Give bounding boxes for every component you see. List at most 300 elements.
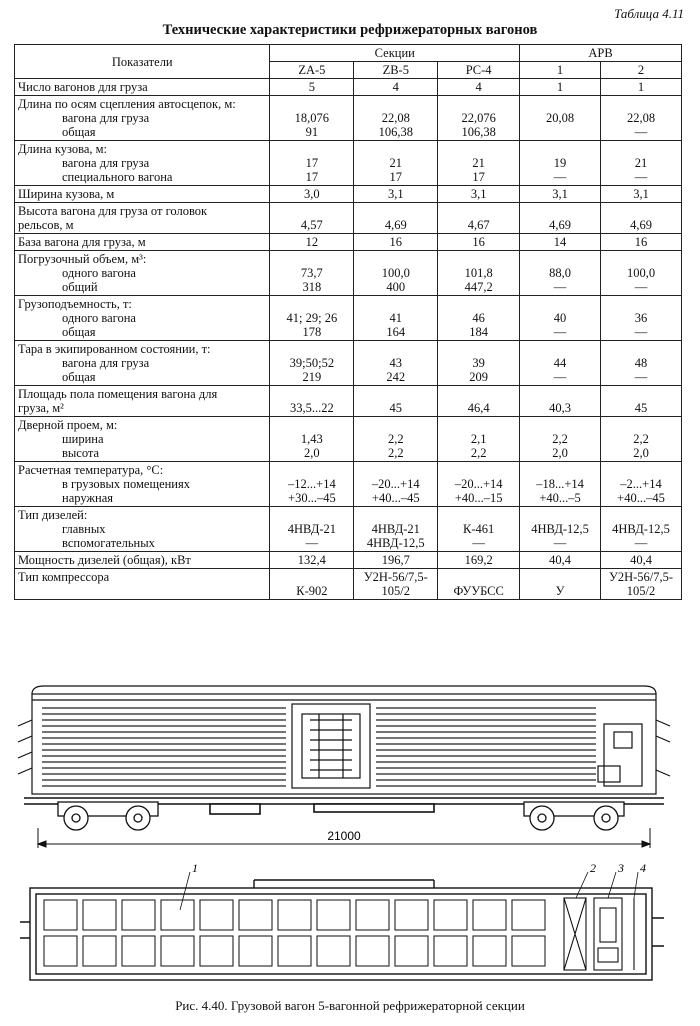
table-title: Технические характеристики рефрижераторных вагонов	[162, 22, 538, 38]
cargo-cell	[122, 936, 155, 966]
cell-value: —	[472, 536, 485, 550]
row-label-line: Дверной проем, м:	[18, 418, 118, 432]
table-cell	[354, 552, 438, 569]
table-cell	[601, 507, 682, 552]
row-label-line: рельсов, м	[18, 218, 74, 232]
cargo-cell	[44, 936, 77, 966]
cell-value: 2,2	[387, 432, 404, 446]
cell-value: 4,69	[549, 218, 571, 232]
header-col: ZB-5	[354, 62, 438, 79]
cell-value: 4НВД-21	[287, 522, 337, 536]
cell-value: К-902	[296, 584, 328, 598]
table-cell	[354, 462, 438, 507]
table-cell	[354, 386, 438, 417]
cell-value: 45	[634, 401, 648, 415]
cargo-cell	[161, 936, 194, 966]
row-label	[15, 462, 270, 507]
table-cell	[270, 234, 354, 251]
row-label	[15, 96, 270, 141]
table-cell	[601, 569, 682, 600]
cell-value: –20...+14	[371, 477, 420, 491]
cell-value: 44	[553, 356, 567, 370]
cell-value: 105/2	[381, 584, 410, 598]
table-cell	[354, 251, 438, 296]
cell-value: 17	[305, 156, 319, 170]
table-cell	[520, 96, 601, 141]
header-col: PC-4	[438, 62, 520, 79]
row-label-line: Тип компрессора	[18, 570, 110, 584]
table-cell	[354, 569, 438, 600]
cell-value: 219	[302, 370, 322, 384]
table-cell	[354, 507, 438, 552]
cell-value: 88,0	[549, 266, 571, 280]
cell-value: —	[553, 325, 567, 339]
cell-value: 3,1	[633, 187, 649, 201]
table-cell	[520, 186, 601, 203]
car-roof	[32, 686, 656, 694]
cell-value: 48	[634, 356, 648, 370]
header-col: 2	[601, 62, 682, 79]
table-body	[15, 79, 682, 600]
cargo-cell	[356, 900, 389, 930]
table-cell	[520, 569, 601, 600]
cell-value: 12	[305, 235, 319, 249]
cargo-cell	[83, 900, 116, 930]
row-label-line: вспомогательных	[62, 536, 155, 550]
table-cell	[520, 203, 601, 234]
table-number: Таблица 4.11	[614, 6, 684, 21]
row-label-line: Длина кузова, м:	[18, 142, 107, 156]
cell-value: 14	[553, 235, 567, 249]
row-label	[15, 296, 270, 341]
cell-value: 3,1	[387, 187, 404, 201]
row-label	[15, 234, 270, 251]
row-label	[15, 186, 270, 203]
cell-value: 19	[553, 156, 567, 170]
table-cell	[438, 203, 520, 234]
label-2: 2	[590, 862, 596, 875]
cargo-cell	[317, 900, 350, 930]
cell-value: 5	[308, 80, 315, 94]
cell-value: 4,69	[630, 218, 652, 232]
cell-value: 21	[472, 156, 485, 170]
cell-value: +30...–45	[288, 491, 336, 505]
dimension-label: 21000	[327, 829, 361, 843]
row-label-line: Число вагонов для груза	[18, 80, 148, 94]
table-cell	[354, 341, 438, 386]
cargo-cell	[239, 936, 272, 966]
table-cell	[601, 203, 682, 234]
table-cell	[601, 234, 682, 251]
cell-value	[523, 125, 597, 139]
cell-value: 447,2	[464, 280, 493, 294]
row-label-line: общий	[62, 280, 98, 294]
table-row	[15, 569, 682, 600]
cell-value: 4НВД-21	[371, 522, 420, 536]
cell-value: –2...+14	[620, 477, 662, 491]
row-label	[15, 203, 270, 234]
row-label-line: Тара в экипированном состоянии, т:	[18, 342, 211, 356]
table-cell	[270, 462, 354, 507]
table-cell	[354, 141, 438, 186]
cell-value: 45	[389, 401, 402, 415]
cell-value: 196,7	[381, 553, 410, 567]
table-row	[15, 296, 682, 341]
table-cell	[270, 569, 354, 600]
table-cell	[438, 341, 520, 386]
table-row	[15, 462, 682, 507]
cargo-cell	[512, 936, 545, 966]
cell-value: 22,08	[626, 111, 656, 125]
table-cell	[601, 251, 682, 296]
row-label	[15, 552, 270, 569]
cell-value: 100,0	[626, 266, 656, 280]
table-row	[15, 251, 682, 296]
row-label	[15, 417, 270, 462]
cell-value: 4	[392, 80, 399, 94]
cell-value: 178	[302, 325, 322, 339]
table-cell	[601, 462, 682, 507]
row-label-line: Погрузочный объем, м³:	[18, 252, 147, 266]
cell-value: 39;50;52	[289, 356, 335, 370]
cell-value: 40,4	[549, 553, 571, 567]
cell-value: 2,2	[552, 432, 568, 446]
cell-value: 39	[472, 356, 485, 370]
row-label	[15, 341, 270, 386]
cargo-cell	[434, 900, 467, 930]
table-row	[15, 417, 682, 462]
table-cell	[270, 96, 354, 141]
cell-value: 40,3	[549, 401, 571, 415]
cell-value: —	[634, 536, 648, 550]
header-indicator: Показатели	[15, 45, 270, 79]
cargo-cell	[434, 936, 467, 966]
cell-value: 184	[469, 325, 489, 339]
table-cell	[354, 186, 438, 203]
cell-value: 1	[637, 80, 645, 94]
row-label-line: вагона для груза	[62, 156, 150, 170]
table-cell	[270, 251, 354, 296]
header-col: ZA-5	[270, 62, 354, 79]
table-cell	[354, 203, 438, 234]
table-cell	[520, 251, 601, 296]
table-cell	[438, 507, 520, 552]
cell-value: 41; 29; 26	[286, 311, 338, 325]
cell-value: 46,4	[467, 401, 490, 415]
row-label-line: одного вагона	[62, 311, 136, 325]
cell-value: 2,1	[470, 432, 487, 446]
cell-value: 4НВД-12,5	[612, 522, 670, 536]
table-cell	[520, 141, 601, 186]
cargo-cell	[512, 900, 545, 930]
row-label-line: одного вагона	[62, 266, 136, 280]
table-cell	[438, 569, 520, 600]
header-col: 1	[520, 62, 601, 79]
cargo-cell	[278, 936, 311, 966]
cell-value: 33,5...22	[289, 401, 334, 415]
cell-value: –20...+14	[454, 477, 503, 491]
table-cell	[438, 234, 520, 251]
table-cell	[354, 296, 438, 341]
cell-value: 91	[305, 125, 319, 139]
table-cell	[438, 552, 520, 569]
table-cell	[601, 79, 682, 96]
table-cell	[438, 186, 520, 203]
cell-value: —	[553, 370, 567, 384]
table-cell	[270, 79, 354, 96]
equipment	[564, 898, 634, 970]
cell-value: 2,2	[387, 446, 404, 460]
cell-value: 46	[472, 311, 485, 325]
row-label-line: высота	[62, 446, 100, 460]
cell-value: —	[305, 536, 319, 550]
cell-value: 106,38	[378, 125, 413, 139]
table-cell	[438, 386, 520, 417]
cell-value: У2Н-56/7,5-	[363, 570, 428, 584]
cell-value: 17	[472, 170, 485, 184]
table-cell	[438, 79, 520, 96]
table-cell	[270, 386, 354, 417]
row-label-line: вагона для груза	[62, 356, 150, 370]
cell-value: +40...–5	[539, 491, 581, 505]
cell-value: 20,08	[545, 111, 575, 125]
cell-value: 2,0	[633, 446, 649, 460]
cell-value: +40...–15	[454, 491, 503, 505]
cell-value: У2Н-56/7,5-	[608, 570, 674, 584]
table-row	[15, 96, 682, 141]
table-cell	[270, 141, 354, 186]
cell-value: –12...+14	[288, 477, 336, 491]
table-cell	[520, 417, 601, 462]
table-cell	[438, 141, 520, 186]
cell-value: 105/2	[626, 584, 656, 598]
cell-value: 21	[389, 156, 402, 170]
cell-value: 164	[386, 325, 406, 339]
table-row	[15, 386, 682, 417]
label-3: 3	[618, 862, 624, 875]
table-cell	[354, 417, 438, 462]
cell-value: 2,2	[633, 432, 649, 446]
table-row	[15, 507, 682, 552]
table-cell	[520, 552, 601, 569]
cell-value: +40...–45	[617, 491, 665, 505]
row-label-line: Длина по осям сцепления автосцепок, м:	[18, 97, 236, 111]
table-cell	[354, 96, 438, 141]
machine-compartment	[598, 724, 642, 786]
cell-value: 4,67	[467, 218, 490, 232]
header-arv: АРВ	[520, 45, 682, 62]
table-cell	[520, 79, 601, 96]
label-4: 4	[640, 862, 646, 875]
row-label	[15, 141, 270, 186]
cell-value: 4,57	[300, 218, 323, 232]
cell-value: —	[634, 170, 648, 184]
cargo-cell	[122, 900, 155, 930]
cell-value: 2,2	[470, 446, 487, 460]
row-label-line: База вагона для груза, м	[18, 235, 146, 249]
cell-value: —	[553, 536, 567, 550]
cell-value: У	[555, 584, 565, 598]
cell-value: ФУУБСС	[453, 584, 504, 598]
cell-value: 3,0	[304, 187, 320, 201]
table-row	[15, 552, 682, 569]
table-cell	[270, 552, 354, 569]
row-label-line: Грузоподъемность, т:	[18, 297, 132, 311]
cell-value: 4НВД-12,5	[366, 536, 425, 550]
cell-value: 4НВД-12,5	[531, 522, 589, 536]
table-cell	[601, 386, 682, 417]
cell-value: 4,69	[384, 218, 407, 232]
ladder-right	[656, 720, 670, 776]
row-label	[15, 569, 270, 600]
cell-value: 169,2	[464, 553, 493, 567]
cell-value: 318	[302, 280, 322, 294]
cell-value: —	[634, 370, 648, 384]
cell-value: 17	[389, 170, 402, 184]
cell-value: 101,8	[464, 266, 493, 280]
row-label-line: груза, м²	[18, 401, 64, 415]
table-cell	[601, 552, 682, 569]
row-label-line: Расчетная температура, °С:	[18, 463, 164, 477]
label-1: 1	[192, 862, 198, 875]
cargo-cell	[200, 900, 233, 930]
table-cell	[438, 417, 520, 462]
row-label-line: главных	[62, 522, 106, 536]
cell-value: –18...+14	[536, 477, 584, 491]
row-label-line: Площадь пола помещения вагона для	[18, 387, 218, 401]
cell-value: 22,08	[381, 111, 410, 125]
row-label	[15, 79, 270, 96]
table-cell	[270, 296, 354, 341]
cell-value: —	[553, 170, 567, 184]
table-cell	[270, 341, 354, 386]
table-row	[15, 141, 682, 186]
row-label	[15, 507, 270, 552]
table-cell	[601, 341, 682, 386]
table-cell	[270, 186, 354, 203]
cell-value: —	[634, 280, 648, 294]
row-label	[15, 251, 270, 296]
cell-value: 400	[386, 280, 406, 294]
cell-value: 3,1	[470, 187, 487, 201]
table-cell	[601, 96, 682, 141]
table-cell	[270, 417, 354, 462]
table-cell	[520, 386, 601, 417]
table-cell	[520, 507, 601, 552]
cargo-cell	[161, 900, 194, 930]
row-label-line: вагона для груза	[62, 111, 150, 125]
cell-value: 242	[386, 370, 406, 384]
cell-value: —	[634, 125, 648, 139]
cell-value: К-461	[463, 522, 495, 536]
cargo-cell	[395, 900, 428, 930]
table-cell	[438, 96, 520, 141]
header-sections: Секции	[270, 45, 520, 62]
table-row	[15, 234, 682, 251]
cell-value: 16	[472, 235, 485, 249]
row-label-line: в грузовых помещениях	[62, 477, 190, 491]
cell-value: 2,0	[304, 446, 320, 460]
cargo-cell	[356, 936, 389, 966]
cargo-cell	[278, 900, 311, 930]
cell-value: 18,076	[294, 111, 330, 125]
cell-value: —	[553, 280, 567, 294]
table-cell	[520, 341, 601, 386]
cell-value: 4	[475, 80, 482, 94]
car-plan-view	[14, 862, 682, 992]
table-cell	[601, 141, 682, 186]
table-cell	[354, 79, 438, 96]
cargo-cell	[473, 900, 506, 930]
row-label-line: Высота вагона для груза от головок	[18, 204, 208, 218]
table-cell	[520, 234, 601, 251]
row-label-line: Тип дизелей:	[18, 508, 88, 522]
cargo-cells	[44, 900, 545, 966]
header-row-top	[15, 45, 682, 62]
cell-value: 132,4	[297, 553, 326, 567]
figure-caption: Рис. 4.40. Грузовой вагон 5-вагонной рефрижераторной секции	[175, 998, 525, 1013]
spec-table	[14, 44, 682, 600]
cell-value: 40,4	[630, 553, 652, 567]
cargo-cell	[473, 936, 506, 966]
table-cell	[601, 186, 682, 203]
cargo-cell	[83, 936, 116, 966]
table-cell	[520, 296, 601, 341]
cell-value: 36	[634, 311, 648, 325]
row-label-line: Мощность дизелей (общая), кВт	[18, 553, 191, 567]
cell-value: +40...–45	[371, 491, 420, 505]
table-cell	[438, 251, 520, 296]
table-row	[15, 341, 682, 386]
table-cell	[438, 296, 520, 341]
cargo-cell	[239, 900, 272, 930]
table-cell	[270, 203, 354, 234]
row-label-line: общая	[62, 125, 96, 139]
table-cell	[520, 462, 601, 507]
table-cell	[601, 296, 682, 341]
cell-value: 16	[634, 235, 648, 249]
row-label-line: общая	[62, 325, 96, 339]
cell-value: 16	[389, 235, 402, 249]
table-row	[15, 186, 682, 203]
cell-value: 43	[389, 356, 402, 370]
cell-value: 22,076	[461, 111, 496, 125]
table-cell	[601, 417, 682, 462]
cargo-cell	[395, 936, 428, 966]
row-label	[15, 386, 270, 417]
row-label-line: общая	[62, 370, 96, 384]
cell-value: 21	[634, 156, 648, 170]
car-side-view	[14, 680, 682, 850]
cell-value: 41	[389, 311, 402, 325]
cell-value: 3,1	[552, 187, 568, 201]
table-row	[15, 203, 682, 234]
cell-value: 2,0	[552, 446, 568, 460]
cell-value: 73,7	[300, 266, 323, 280]
cell-value: 106,38	[461, 125, 496, 139]
cell-value: —	[634, 325, 648, 339]
cargo-cell	[200, 936, 233, 966]
cargo-cell	[317, 936, 350, 966]
row-label-line: ширина	[62, 432, 104, 446]
cell-value: 1	[556, 80, 564, 94]
cargo-cell	[44, 900, 77, 930]
cell-value: 40	[553, 311, 567, 325]
row-label-line: специального вагона	[62, 170, 173, 184]
car-door	[292, 704, 370, 788]
table-row	[15, 79, 682, 96]
row-label-line: наружная	[62, 491, 114, 505]
